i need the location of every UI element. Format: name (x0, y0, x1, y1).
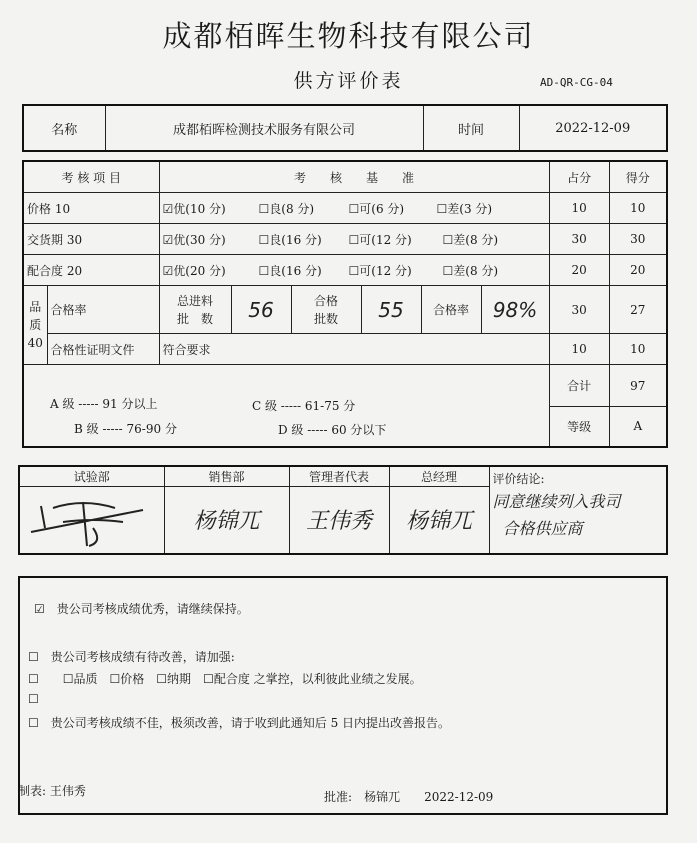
pass-rate-label-2: 合格率 (421, 286, 481, 334)
option-good: ☐良(16 分) (258, 263, 322, 278)
quality-group-label (23, 286, 47, 365)
notice-checkbox-2: ☐ (28, 650, 39, 664)
notice-checkbox-1: ☑ (34, 602, 45, 616)
header-weight: 占分 (549, 161, 609, 193)
level-value: A (609, 407, 667, 447)
score-value: 10 (609, 334, 667, 365)
item-name: 配合度 20 (23, 255, 159, 286)
grade-legend (23, 365, 549, 447)
weight-value: 10 (549, 193, 609, 224)
option-fair: ☐可(12 分) (348, 263, 412, 278)
score-value: 27 (609, 286, 667, 334)
total-score: 97 (609, 365, 667, 407)
conclusion-line-2: 合格供应商 (502, 519, 583, 538)
option-excellent: ☑优(10 分) (162, 201, 226, 216)
notice-line-3 (28, 670, 422, 687)
notice-checkbox-3: ☐ (28, 672, 39, 686)
approved-label: 批准: (324, 790, 353, 804)
lab-dept-label: 试验部 (19, 466, 164, 486)
notice-line-2 (28, 648, 235, 665)
supplier-info-table (22, 104, 668, 152)
total-label: 合计 (549, 365, 609, 407)
name-label: 名称 (23, 105, 105, 151)
table-row (23, 334, 667, 365)
score-value: 10 (609, 193, 667, 224)
level-label: 等级 (549, 407, 609, 447)
gm-label: 总经理 (389, 466, 489, 486)
notice-text-2: 贵公司考核成绩有待改善，请加强: (50, 650, 235, 664)
company-title: 成都栢晖生物科技有限公司 (162, 19, 535, 53)
evaluation-table (22, 160, 668, 448)
criteria-options (159, 193, 549, 224)
option-poor: ☐差(8 分) (442, 263, 499, 278)
total-lots-label-1: 总进料 (177, 293, 214, 308)
grade-c: C 级 ----- 61-75 分 (252, 399, 356, 413)
sales-signature: 杨锦兀 (164, 486, 289, 554)
quality-char-2: 质 (29, 318, 42, 332)
lab-signature (19, 486, 164, 554)
pass-rate-value: 98% (481, 286, 549, 334)
sales-dept-label: 销售部 (164, 466, 289, 486)
weight-value: 20 (549, 255, 609, 286)
signature-scribble (23, 488, 153, 548)
grade-a: A 级 ----- 91 分以上 (50, 397, 158, 411)
cert-label: 合格性证明文件 (47, 334, 159, 365)
item-name: 价格 10 (23, 193, 159, 224)
option-good: ☐良(16 分) (258, 232, 322, 247)
header-criteria: 考 核 基 准 (159, 161, 549, 193)
grade-d: D 级 ----- 60 分以下 (278, 423, 387, 437)
notice-line-5 (28, 714, 450, 731)
notice-checkbox-4: ☐ (28, 692, 39, 706)
quality-char-3: 40 (27, 336, 43, 350)
option-good: ☐良(8 分) (258, 201, 315, 216)
gm-signature: 杨锦兀 (389, 486, 489, 554)
mgmt-rep-label: 管理者代表 (289, 466, 389, 486)
criteria-options (159, 224, 549, 255)
pass-rate-label: 合格率 (47, 286, 159, 334)
doc-number: AD-QR-CG-04 (540, 76, 613, 89)
notice-checkbox-5: ☐ (28, 716, 39, 730)
form-title: 供方评价表 (293, 70, 404, 92)
passed-lots-label (291, 286, 361, 334)
table-row (23, 255, 667, 286)
passed-lots-label-1: 合格 (314, 293, 339, 308)
conclusion-label: 评价结论: (492, 472, 545, 486)
weight-value: 10 (549, 334, 609, 365)
supplier-name: 成都栢晖检测技术服务有限公司 (105, 105, 423, 151)
score-value: 20 (609, 255, 667, 286)
approved-name: 杨锦兀 (364, 790, 401, 804)
quality-char-1: 品 (29, 300, 42, 314)
mgmt-signature: 王伟秀 (289, 486, 389, 554)
cert-value: 符合要求 (159, 334, 549, 365)
notice-line-4 (28, 692, 39, 706)
weight-value: 30 (549, 286, 609, 334)
conclusion-line-1: 同意继续列入我司 (492, 492, 621, 511)
option-excellent: ☑优(20 分) (162, 263, 226, 278)
option-poor: ☐差(3 分) (436, 201, 493, 216)
notice-line-1 (34, 600, 249, 617)
item-name: 交货期 30 (23, 224, 159, 255)
header-score: 得分 (609, 161, 667, 193)
total-lots-label (159, 286, 231, 334)
total-lots-value: 56 (231, 286, 291, 334)
approved-by (324, 788, 493, 805)
option-poor: ☐差(8 分) (442, 232, 499, 247)
conclusion-cell (489, 466, 667, 554)
option-fair: ☐可(12 分) (348, 232, 412, 247)
passed-lots-label-2: 批数 (314, 311, 339, 326)
signoff-table (18, 465, 668, 555)
approved-date: 2022-12-09 (424, 790, 494, 804)
header-items: 考 核 项 目 (23, 161, 159, 193)
notice-box (18, 576, 668, 815)
grade-b: B 级 ----- 76-90 分 (74, 422, 177, 436)
weight-value: 30 (549, 224, 609, 255)
option-fair: ☐可(6 分) (348, 201, 405, 216)
notice-text-3: ☐品质 ☐价格 ☐纳期 ☐配合度 之掌控，以利彼此业绩之发展。 (62, 672, 422, 686)
passed-lots-value: 55 (361, 286, 421, 334)
table-row (23, 193, 667, 224)
time-label: 时间 (423, 105, 519, 151)
option-excellent: ☑优(30 分) (162, 232, 226, 247)
table-row (23, 286, 667, 334)
eval-date: 2022-12-09 (519, 105, 667, 151)
total-lots-label-2: 批 数 (177, 311, 214, 326)
prepared-by: 制表: 王伟秀 (18, 784, 86, 798)
notice-text-5: 贵公司考核成绩不佳，极须改善，请于收到此通知后 5 日内提出改善报告。 (50, 716, 451, 730)
table-row (23, 224, 667, 255)
score-value: 30 (609, 224, 667, 255)
criteria-options (159, 255, 549, 286)
notice-text-1: 贵公司考核成绩优秀，请继续保持。 (56, 602, 249, 616)
